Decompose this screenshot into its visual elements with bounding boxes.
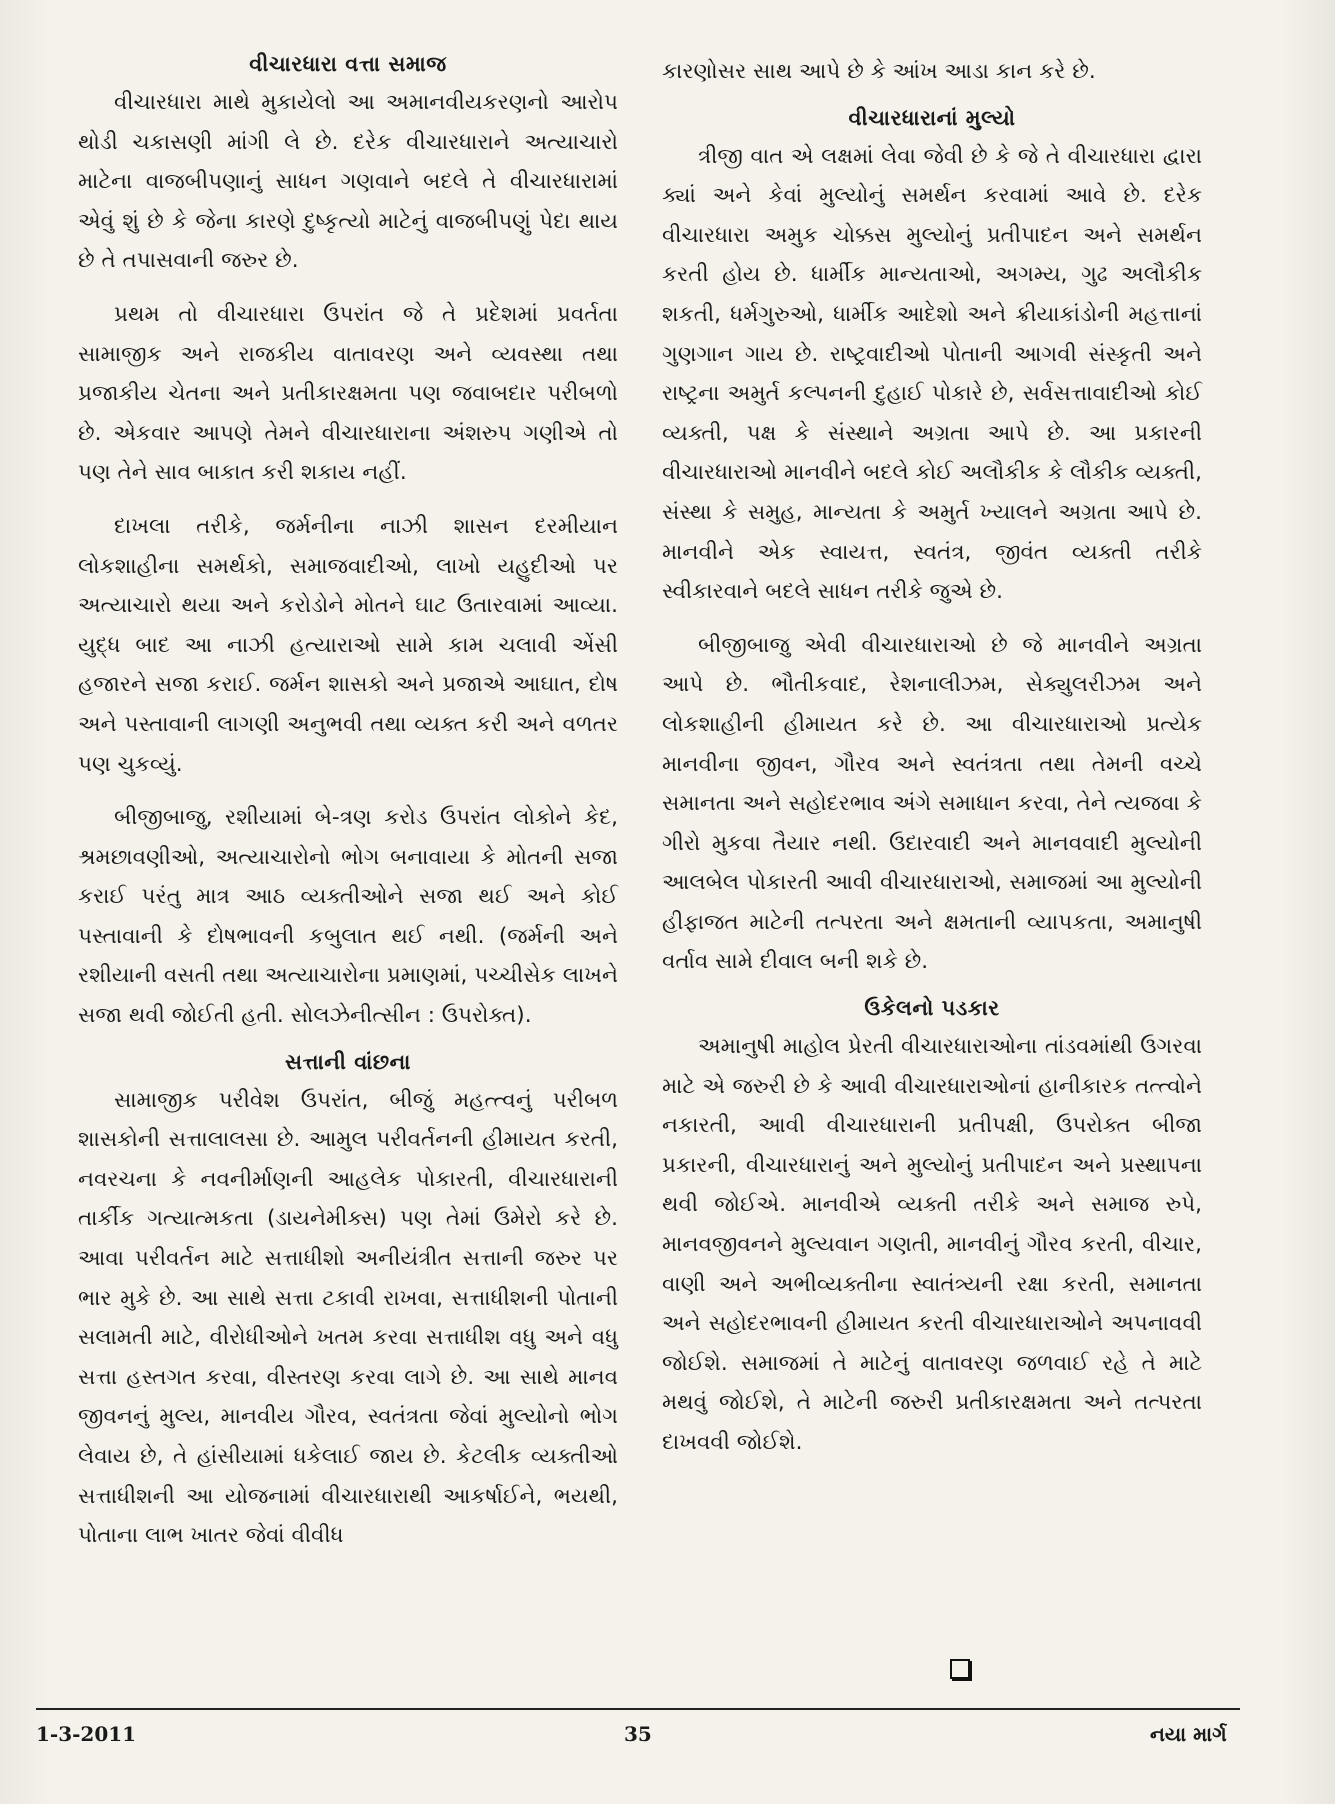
paragraph: વીચારધારા માથે મુકાયેલો આ અમાનવીયકરણનો આરોપ થોડી ચકાસણી માંગી લે છે. દરેક વીચારધારાને અત્યાચારો માટેના વાજબીપણાનું સાધન ગણવાને બદલે તે વીચારધારામાં એવું શું છે કે જેના કારણે દુષ્કૃત્યો માટેનું વાજબીપણું પેદા થાય છે તે તપાસવાની જરુર છે.: [78, 90, 618, 274]
paragraph: દાખલા તરીકે, જર્મનીના નાઝી શાસન દરમીયાન લોકશાહીના સમર્થકો, સમાજવાદીઓ, લાખો યહુદીઓ પર અત્યાચારો થયા અને કરોડોને મોતને ઘાટ ઉતારવામાં આવ્યા. યુદ્ધ બાદ આ નાઝી હત્યારાઓ સામે કામ ચલાવી એંસી હજારને સજા કરાઈ. જર્મન શાસકો અને પ્રજાએ આઘાત, દોષ અને પસ્તાવાની લાગણી અનુભવી તથા વ્યક્ત કરી અને વળતર પણ ચુકવ્યું.: [78, 513, 618, 777]
page-number: 35: [624, 1722, 652, 1746]
paragraph: પ્રથમ તો વીચારધારા ઉપરાંત જે તે પ્રદેશમાં પ્રવર્તતા સામાજીક અને રાજકીય વાતાવરણ અને વ્યવસ્થા તથા પ્રજાકીય ચેતના અને પ્રતીકારક્ષમતા પણ જવાબદાર પરીબળો છે. એકવાર આપણે તેમને વીચારધારાના અંશરુપ ગણીએ તો પણ તેને સાવ બાકાત કરી શકાય નહીં.: [78, 301, 618, 486]
paragraph-continuation: કારણોસર સાથ આપે છે કે આંખ આડા કાન કરે છે.: [662, 59, 1096, 84]
article-end-square-icon: [950, 1659, 970, 1679]
section-heading-challenge-of-solution: ઉકેલનો પડકાર: [864, 996, 1000, 1021]
left-column: [78, 52, 618, 1570]
issue-date: 1-3-2011: [36, 1722, 137, 1746]
footer-divider: [36, 1708, 1240, 1710]
section-heading-values-of-ideology: વીચારધારાનાં મુલ્યો: [848, 105, 1016, 130]
paragraph: બીજીબાજુ એવી વીચારધારાઓ છે જે માનવીને અગ્રતા આપે છે. ભૌતીકવાદ, રેશનાલીઝમ, સેક્યુલરીઝમ અને લોકશાહીની હીમાયત કરે છે. આ વીચારધારાઓ પ્રત્યેક માનવીના જીવન, ગૌરવ અને સ્વતંત્રતા તથા તેમની વચ્ચે સમાનતા અને સહોદરભાવ અંગે સમાધાન કરવા, તેને ત્યજવા કે ગીરો મુકવા તૈયાર નથી. ઉદારવાદી અને માનવવાદી મુલ્યોની આલબેલ પોકારતી આવી વીચારધારાઓ, સમાજમાં આ મુલ્યોની હીફાજત માટેની તત્પરતા અને ક્ષમતાની વ્યાપકતા, અમાનુષી વર્તાવ સામે દીવાલ બની શકે છે.: [662, 632, 1202, 975]
paragraph: અમાનુષી માહોલ પ્રેરતી વીચારધારાઓના તાંડવમાંથી ઉગરવા માટે એ જરુરી છે કે આવી વીચારધારાઓનાં હાનીકારક તત્ત્વોને નકારતી, આવી વીચારધારાની પ્રતીપક્ષી, ઉપરોક્ત બીજા પ્રકારની, વીચારધારાનું અને મુલ્યોનું પ્રતીપાદન અને પ્રસ્થાપના થવી જોઈએ. માનવીએ વ્યક્તી તરીકે અને સમાજ રુપે, માનવજીવનને મુલ્યવાન ગણતી, માનવીનું ગૌરવ કરતી, વીચાર, વાણી અને અભીવ્યક્તીના સ્વાતંત્ર્યની રક્ષા કરતી, સમાનતા અને સહોદરભાવની હીમાયત કરતી વીચારધારાઓને અપનાવવી જોઈશે. સમાજમાં તે માટેનું વાતાવરણ જળવાઈ રહે તે માટે મથવું જોઈશે, તે માટેની જરુરી પ્રતીકારક્ષમતા અને તત્પરતા દાખવવી જોઈશે.: [662, 1034, 1202, 1455]
paragraph: સામાજીક પરીવેશ ઉપરાંત, બીજું મહત્ત્વનું પરીબળ શાસકોની સત્તાલાલસા છે. આમુલ પરીવર્તનની હીમાયત કરતી, નવરચના કે નવનીર્માણની આહલેક પોકારતી, વીચારધારાની તાર્કીક ગત્યાત્મકતા (ડાયનેમીક્સ) પણ તેમાં ઉમેરો કરે છે. આવા પરીવર્તન માટે સત્તાધીશો અનીયંત્રીત સત્તાની જરુર પર ભાર મુકે છે. આ સાથે સત્તા ટકાવી રાખવા, સત્તાધીશની પોતાની સલામતી માટે, વીરોધીઓને ખતમ કરવા સત્તાધીશ વધુ અને વધુ સત્તા હસ્તગત કરવા, વીસ્તરણ કરવા લાગે છે. આ સાથે માનવ જીવનનું મુલ્ય, માનવીય ગૌરવ, સ્વતંત્રતા જેવાં મુલ્યોનો ભોગ લેવાય છે, તે હાંસીયામાં ધકેલાઈ જાય છે. કેટલીક વ્યક્તીઓ સત્તાધીશની આ યોજનામાં વીચારધારાથી આકર્ષાઈને, ભયથી, પોતાના લાભ ખાતર જેવાં વીવીધ: [78, 1087, 618, 1549]
right-column: [662, 52, 1202, 1477]
section-heading-desire-for-power: સત્તાની વાંછના: [285, 1049, 411, 1074]
magazine-name: નયા માર્ગ: [1150, 1722, 1227, 1746]
section-heading-ideology-plus-society: વીચારધારા વત્તા સમાજ: [249, 52, 447, 76]
paragraph: બીજીબાજુ, રશીયામાં બે-ત્રણ કરોડ ઉપરાંત લોકોને કેદ, શ્રમછાવણીઓ, અત્યાચારોનો ભોગ બનાવાયા કે મોતની સજા કરાઈ પરંતુ માત્ર આઠ વ્યક્તીઓને સજા થઈ અને કોઈ પસ્તાવાની કે દોષભાવની કબુલાત થઈ નથી. (જર્મની અને રશીયાની વસતી તથા અત્યાચારોના પ્રમાણમાં, પચ્ચીસેક લાખને સજા થવી જોઈતી હતી. સોલઝેનીત્સીન : ઉપરોક્ત).: [78, 805, 618, 1029]
paragraph: ત્રીજી વાત એ લક્ષમાં લેવા જેવી છે કે જે તે વીચારધારા દ્વારા ક્યાં અને કેવાં મુલ્યોનું સમર્થન કરવામાં આવે છે. દરેક વીચારધારા અમુક ચોક્કસ મુલ્યોનું પ્રતીપાદન અને સમર્થન કરતી હોય છે. ધાર્મીક માન્યતાઓ, અગમ્ય, ગુઢ અલૌકીક શકતી, ધર્મગુરુઓ, ધાર્મીક આદેશો અને ક્રીયાકાંડોની મહત્તાનાં ગુણગાન ગાય છે. રાષ્ટ્રવાદીઓ પોતાની આગવી સંસ્કૃતી અને રાષ્ટ્રના અમુર્ત કલ્પનની દુહાઈ પોકારે છે, સર્વસત્તાવાદીઓ કોઈ વ્યક્તી, પક્ષ કે સંસ્થાને અગ્રતા આપે છે. આ પ્રકારની વીચારધારાઓ માનવીને બદલે કોઈ અલૌકીક કે લૌકીક વ્યક્તી, સંસ્થા કે સમુહ, માન્યતા કે અમુર્ત ખ્યાલને અગ્રતા આપે છે. માનવીને એક સ્વાયત્ત, સ્વતંત્ર, જીવંત વ્યક્તી તરીકે સ્વીકારવાને બદલે સાધન તરીકે જુએ છે.: [662, 143, 1202, 605]
